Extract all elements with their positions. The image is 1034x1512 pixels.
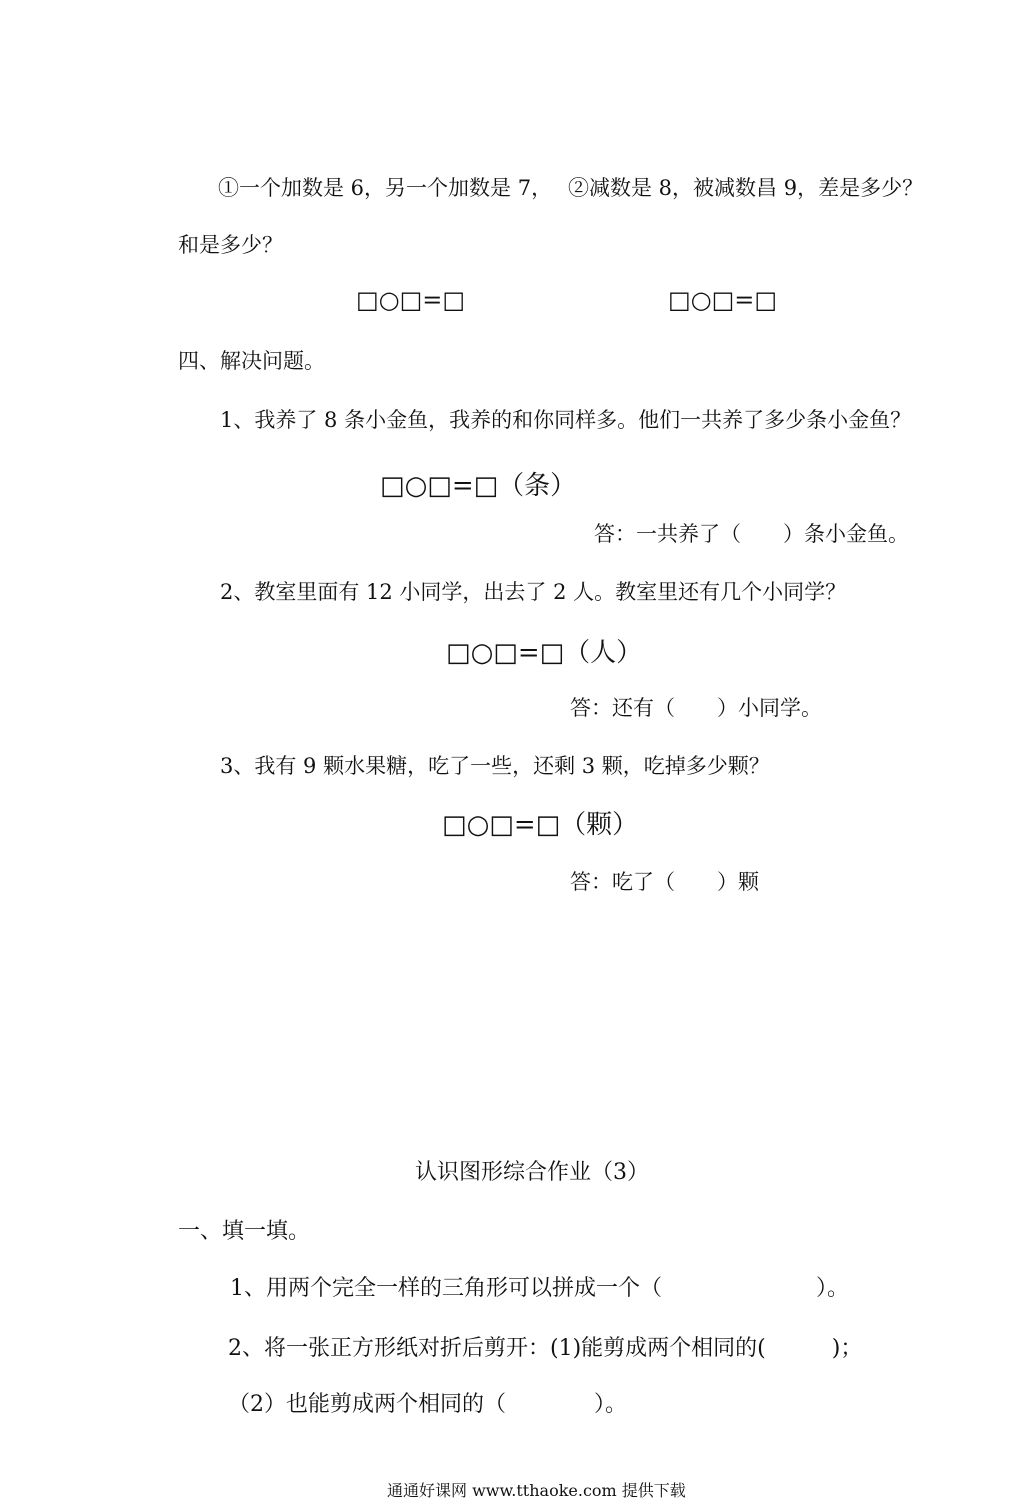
problem-2-equation: □○□=□（人） xyxy=(446,638,643,668)
question-2-line1: ②减数是 8，被减数昌 9，差是多少？ xyxy=(568,176,924,200)
problem-3-question: 3、我有 9 颗水果糖，吃了一些，还剩 3 颗，吃掉多少颗？ xyxy=(220,754,770,778)
problem-2-question: 2、教室里面有 12 小同学，出去了 2 人。教室里还有几个小同学？ xyxy=(220,580,847,604)
problem-2-answer: 答：还有（ ）小同学。 xyxy=(570,696,822,720)
fill-item-1: 1、用两个完全一样的三角形可以拼成一个（ ）。 xyxy=(230,1276,849,1301)
problem-1-equation: □○□=□（条） xyxy=(380,471,577,501)
problem-3-equation: □○□=□（颗） xyxy=(442,810,639,840)
problem-1-question: 1、我养了 8 条小金鱼，我养的和你同样多。他们一共养了多少条小金鱼？ xyxy=(220,408,912,432)
fill-item-3: （2）也能剪成两个相同的（ ）。 xyxy=(228,1392,627,1417)
problem-3-answer: 答：吃了（ ）颗 xyxy=(570,870,759,894)
worksheet-title: 认识图形综合作业（3） xyxy=(415,1160,649,1185)
part-1-heading: 一、填一填。 xyxy=(178,1219,311,1244)
question-1-line2: 和是多少？ xyxy=(178,233,283,257)
equation-blank-left: □○□=□ xyxy=(356,286,466,314)
fill-item-2: 2、将一张正方形纸对折后剪开：(1)能剪成两个相同的( )； xyxy=(228,1336,863,1361)
footer-credit: 通通好课网 www.tthaoke.com 提供下载 xyxy=(387,1481,686,1500)
equation-blank-right: □○□=□ xyxy=(668,286,778,314)
problem-1-answer: 答：一共养了（ ）条小金鱼。 xyxy=(594,522,909,546)
section-heading-problem-solving: 四、解决问题。 xyxy=(178,349,325,373)
question-1-line1: ①一个加数是 6，另一个加数是 7， xyxy=(218,176,553,200)
